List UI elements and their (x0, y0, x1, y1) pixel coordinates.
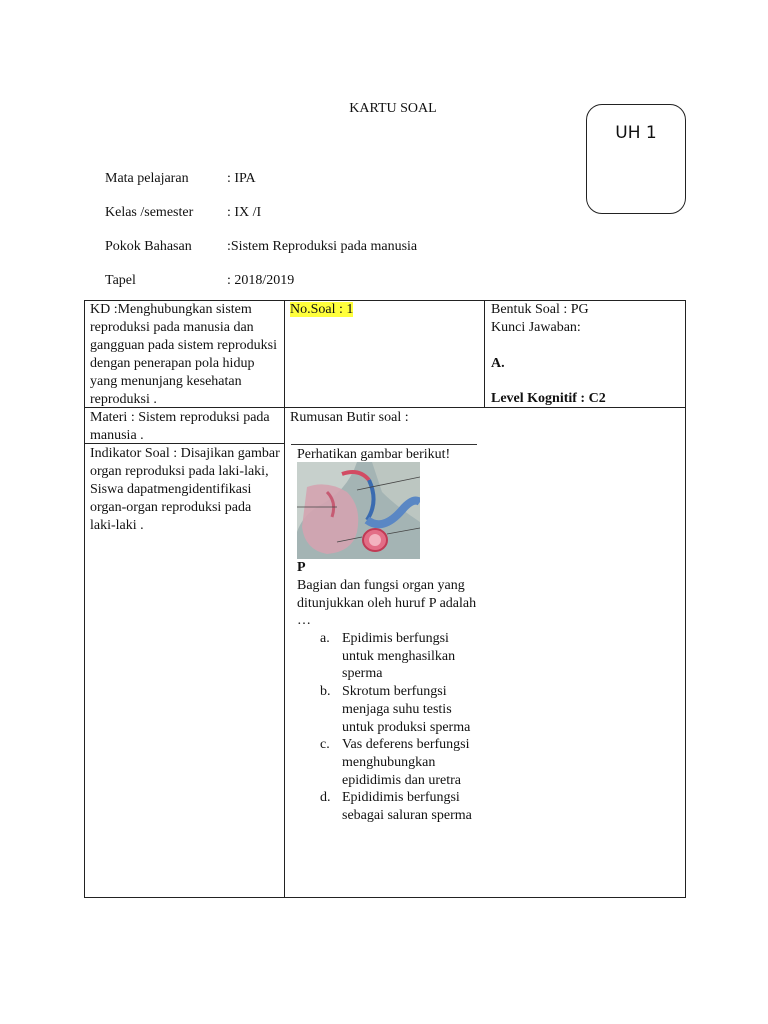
answer-key-value: A. (491, 356, 505, 371)
option-text: Epididimis berfungsi sebagai saluran sperma (342, 790, 472, 824)
option-c (320, 736, 480, 789)
answer-options (320, 630, 480, 825)
option-letter: b. (320, 684, 331, 700)
reproductive-organ-image (297, 462, 420, 559)
cognitive-level: Level Kognitif : C2 (491, 391, 606, 406)
option-text: Skrotum berfungsi menjaga suhu testis untuk produksi sperma (342, 684, 471, 735)
material-text: Materi : Sistem reproduksi pada manusia . (90, 410, 270, 443)
option-a (320, 630, 480, 683)
kd-text: KD :Menghubungkan sistem reproduksi pada manusia dan gangguan pada sistem reproduksi dengan penerapan pola hidup yang menunjang kesehatan reproduksi . (90, 302, 278, 407)
option-letter: c. (320, 737, 330, 753)
option-d (320, 789, 480, 824)
answer-key-label: Kunci Jawaban: (491, 320, 581, 335)
option-text: Epidimis berfungsi untuk menghasilkan sperma (342, 631, 456, 682)
question-type: Bentuk Soal : PG (491, 302, 589, 317)
indicator-text: Indikator Soal : Disajikan gambar organ reproduksi pada laki-laki, Siswa dapatmengidentifikasi organ-organ reproduksi pada laki-laki . (90, 446, 280, 533)
page-title: KARTU SOAL (349, 101, 437, 116)
meta-label: Pokok Bahasan (105, 239, 192, 254)
meta-value: : 2018/2019 (227, 273, 295, 288)
table-divider (484, 300, 485, 408)
meta-value: : IPA (227, 171, 256, 186)
question-number-label: No.Soal : 1 (290, 302, 354, 317)
meta-label: Tapel (105, 273, 136, 288)
separator-line (291, 444, 477, 445)
question-formulation-label: Rumusan Butir soal : (290, 410, 409, 425)
table-border-right (685, 300, 686, 898)
meta-label: Mata pelajaran (105, 171, 189, 186)
question-number (290, 301, 353, 319)
instruction-text: Perhatikan gambar berikut! (297, 447, 451, 462)
figure-label-p: P (297, 560, 306, 575)
reproductive-organ-illustration (297, 462, 420, 559)
meta-value: : IX /I (227, 205, 262, 220)
exam-code-label: UH 1 (615, 123, 657, 143)
table-divider (284, 300, 285, 898)
table-border-left (84, 300, 85, 898)
meta-label: Kelas /semester (105, 205, 194, 220)
option-letter: a. (320, 631, 330, 646)
option-b (320, 683, 480, 736)
question-text: Bagian dan fungsi organ yang ditunjukkan oleh huruf P adalah … (297, 578, 477, 629)
option-text: Vas deferens berfungsi menghubungkan epididimis dan uretra (342, 737, 470, 788)
meta-value: :Sistem Reproduksi pada manusia (227, 239, 418, 254)
table-border-bottom (84, 897, 686, 898)
option-letter: d. (320, 790, 331, 806)
exam-code-box (586, 104, 686, 214)
